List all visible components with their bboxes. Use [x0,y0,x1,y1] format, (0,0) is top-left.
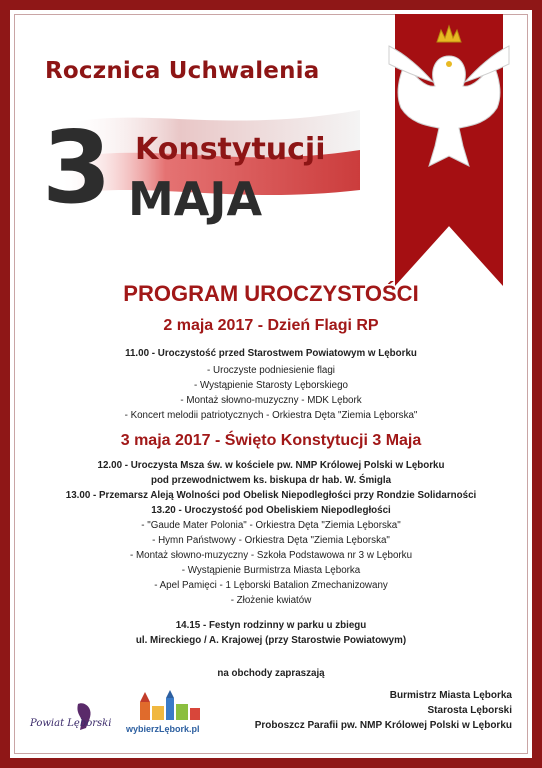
day2-item: - Złożenie kwiatów [230,595,312,606]
day1-item: - Uroczyste podniesienie flagi [207,365,335,376]
day2-title: 3 maja 2017 - Święto Konstytucji 3 Maja [120,432,422,449]
day2-item: - Apel Pamięci - 1 Lęborski Batalion Zmechanizowany [154,580,388,591]
day1-main-event: 11.00 - Uroczystość przed Starostwem Powiatowym w Lęborku [125,348,417,359]
day2-item: - Hymn Państwowy - Orkiestra Dęta "Ziemia Lęborska" [152,535,390,546]
day1-item: - Koncert melodii patriotycznych - Orkiestra Dęta "Ziemia Lęborska" [124,410,418,421]
day1-title: 2 maja 2017 - Dzień Flagi RP [163,317,379,334]
white-eagle-emblem-icon [385,16,513,176]
festyn-line2: ul. Mireckiego / A. Krajowej (przy Starostwie Powiatowym) [135,635,407,646]
day2-line: pod przewodnictwem ks. biskupa dr hab. W. Śmigla [150,475,392,486]
day2-item: - "Gaude Mater Polonia" - Orkiestra Dęta "Ziemia Lęborska" [141,520,401,531]
title-number-3: 3 [42,109,112,226]
wybierz-logo-text: wybierzLębork.pl [126,724,200,734]
day2-line: 13.20 - Uroczystość pod Obeliskiem Niepodległości [151,505,391,516]
signature-burmistrz: Burmistrz Miasta Lęborka [389,690,512,701]
title-rocznica: Rocznica Uchwalenia [45,58,320,84]
day1-item: - Montaż słowno-muzyczny - MDK Lębork [180,395,362,406]
day2-item: - Wystąpienie Burmistrza Miasta Lęborka [181,565,361,576]
powiat-logo-text: Powiat Lęborski [30,718,112,729]
signature-starosta: Starosta Lęborski [427,705,512,716]
day2-item: - Montaż słowno-muzyczny - Szkoła Podstawowa nr 3 w Lęborku [129,550,413,561]
powiat-lęborski-logo [30,700,120,734]
day1-item: - Wystąpienie Starosty Lęborskiego [193,380,348,391]
day2-line: 13.00 - Przemarsz Aleją Wolności pod Obelisk Niepodległości przy Rondzie Solidarności [65,490,477,501]
title-konstytucji: Konstytucji [135,132,326,167]
day2-line: 12.00 - Uroczysta Msza św. w kościele pw. NMP Królowej Polski w Lęborku [97,460,445,471]
program-title: PROGRAM UROCZYSTOŚCI [123,281,419,306]
festyn-line1: 14.15 - Festyn rodzinny w parku u zbiegu [175,620,367,631]
invite-text: na obchody zapraszają [217,668,325,679]
wybierz-lebork-logo [126,688,210,736]
signature-proboszcz: Proboszcz Parafii pw. NMP Królowej Polski w Lęborku [254,720,512,731]
title-maja: MAJA [128,172,263,226]
town-skyline-icon [130,688,210,724]
